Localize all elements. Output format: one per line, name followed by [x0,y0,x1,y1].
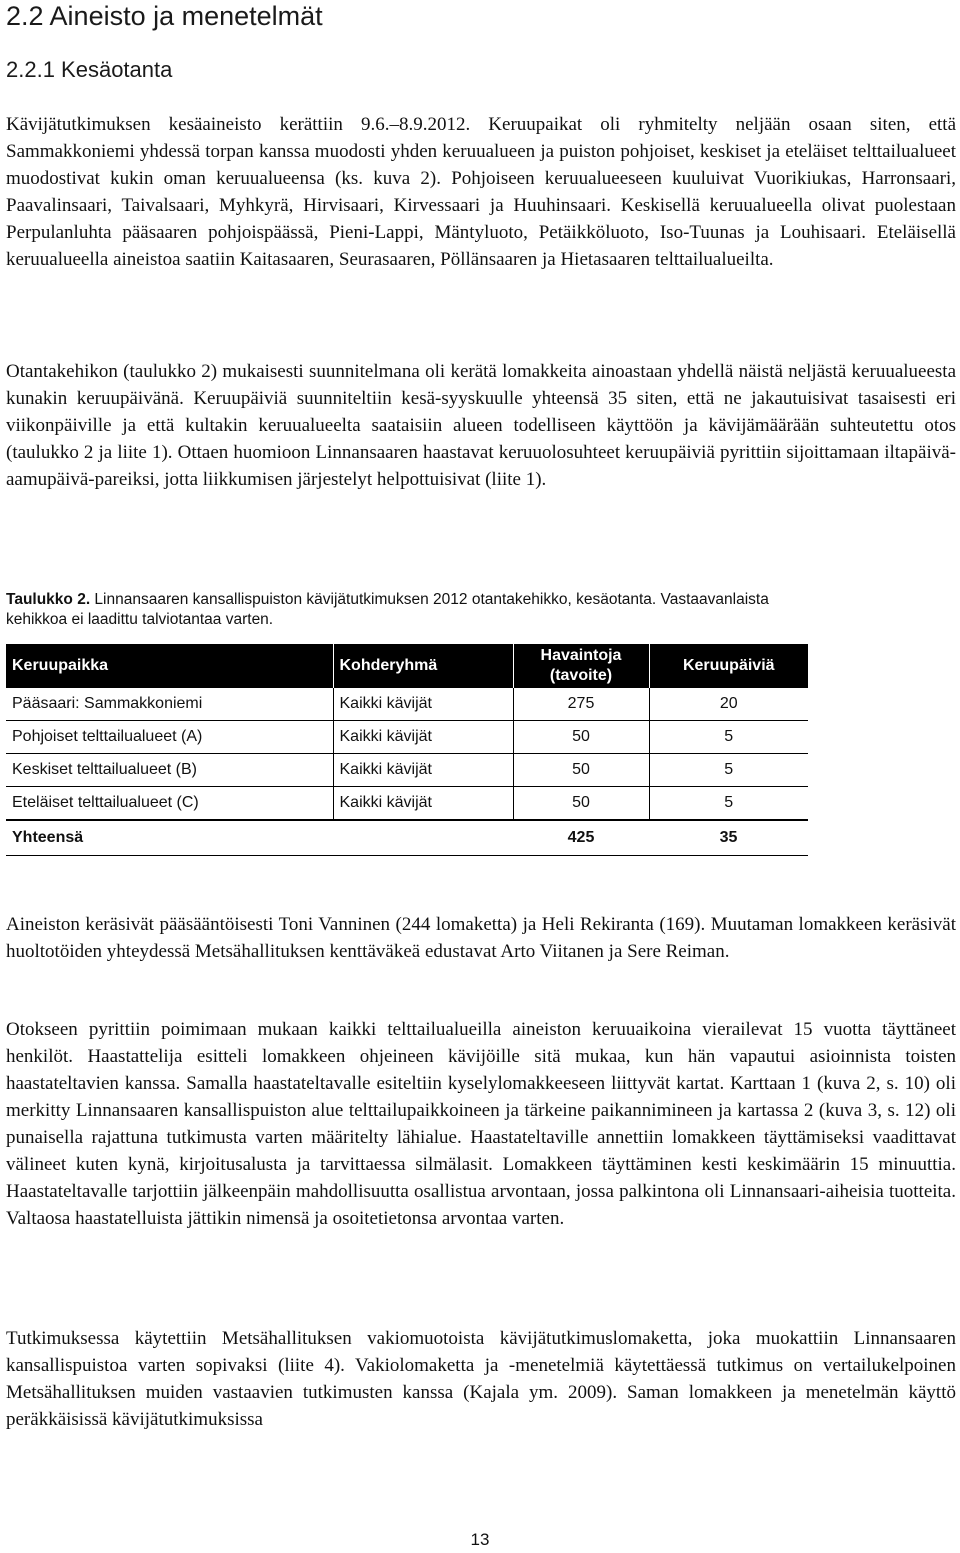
cell-group: Kaikki kävijät [333,688,513,721]
cell-place: Pääsaari: Sammakkoniemi [6,688,333,721]
cell-place: Pohjoiset telttailualueet (A) [6,721,333,754]
cell-group: Kaikki kävijät [333,754,513,787]
header-days: Keruupäiviä [649,644,808,688]
cell-days: 5 [649,754,808,787]
subsection-heading: 2.2.1 Kesäotanta [6,57,173,82]
table-header-row [6,644,808,688]
table-caption-text: Linnansaaren kansallispuiston kävijätutkimuksen 2012 otantakehikko, kesäotanta. Vastaavanlaista kehikkoa ei laadittu talviotantaa varten. [6,591,769,628]
table-total-row [6,820,808,856]
cell-place: Eteläiset telttailualueet (C) [6,787,333,821]
cell-total-days: 35 [649,820,808,856]
paragraph-collection-areas: Kävijätutkimuksen kesäaineisto kerättiin 9.6.–8.9.2012. Keruupaikat oli ryhmitelty neljään osaan siten, että Sammakkoniemi yhdessä torpan kanssa muodosti yhden keruualueen ja puiston pohjoiset, keskiset ja eteläiset telttailualueet muodostivat kukin oman keruualueensa (ks. kuva 2). Pohjoiseen keruualueeseen kuuluivat Vuorikiukas, Harronsaari, Paavalinsaari, Taivalsaari, Myhkyrä, Hirvisaari, Kirvessaari ja Huuhinsaari. Keskisellä keruualueella olivat puolestaan Perpulanluhta pääsaaren pohjoispäässä, Pieni-Lappi, Mäntyluoto, Petäikköluoto, Iso-Tuunas ja Louhisaari. Eteläisellä keruualueella aineistoa saatiin Kaitasaaren, Seurasaaren, Pöllänsaaren ja Hietasaaren telttailualueilta. [6,114,956,270]
cell-observations: 275 [513,688,649,721]
cell-total-empty [333,820,513,856]
header-observations-line2: (tavoite) [549,667,613,684]
table-caption-label: Taulukko 2. [6,591,91,608]
cell-total-observations: 425 [513,820,649,856]
cell-observations: 50 [513,787,649,821]
paragraph-questionnaire: Tutkimuksessa käytettiin Metsähallituksen vakiomuotoista kävijätutkimuslomaketta, joka muokattiin Linnansaaren kansallispuistoa varten sopivaksi (liite 4). Vakiolomaketta ja -menetelmiä käytettäessä tutkimus on vertailukelpoinen Metsähallituksen muiden vastaavien tutkimusten kanssa (Kajala ym. 2009). Saman lomakkeen ja menetelmän käyttö peräkkäisissä kävijätutkimuksissa [6,1328,956,1430]
cell-days: 20 [649,688,808,721]
cell-observations: 50 [513,721,649,754]
page-number: 13 [470,1530,490,1549]
cell-place: Keskiset telttailualueet (B) [6,754,333,787]
cell-group: Kaikki kävijät [333,787,513,821]
paragraph-collectors: Aineiston keräsivät pääsääntöisesti Toni Vanninen (244 lomaketta) ja Heli Rekiranta (169). Muutaman lomakkeen keräsivät huoltotöiden yhteydessä Metsähallituksen kenttäväkeä edustavat Arto Viitanen ja Sere Reiman. [6,914,956,962]
table-row [6,688,808,721]
section-heading: 2.2 Aineisto ja menetelmät [6,1,323,31]
sampling-frame-table [6,644,808,856]
paragraph-sampling-frame: Otantakehikon (taulukko 2) mukaisesti suunnitelmana oli kerätä lomakkeita ainoastaan yhdellä näistä neljästä keruualueesta kunakin keruupäivänä. Keruupäiviä suunniteltiin kesä-syyskuulle yhteensä 35 siten, että ne jakautuisivat tasaisesti eri viikonpäiville ja että kultakin keruualueelta saataisiin alueen todelliseen käyttöön ja kävijämäärään suhteutettu otos (taulukko 2 ja liite 1). Ottaen huomioon Linnansaaren haastavat keruuolosuhteet keruupäiviä pyrittiin sijoittamaan iltapäivä-aamupäivä-pareiksi, jotta liikkumisen järjestelyt helpottuisivat (liite 1). [6,361,956,490]
cell-days: 5 [649,721,808,754]
header-observations [513,644,649,688]
header-group: Kohderyhmä [333,644,513,688]
cell-observations: 50 [513,754,649,787]
cell-days: 5 [649,787,808,821]
table-caption [6,590,826,630]
paragraph-procedure: Otokseen pyrittiin poimimaan mukaan kaikki telttailualueilla aineiston keruuaikoina vierailevat 15 vuotta täyttäneet henkilöt. Haastattelija esitteli lomakkeen ohjeineen kävijöille sitä mukaa, kun hän vapautui asioinnista toisten haastateltavien kanssa. Samalla haastateltavalle esiteltiin kyselylomakkeeseen liittyvät kartat. Karttaan 1 (kuva 2, s. 10) oli merkitty Linnansaaren kansallispuiston alue telttailupaikkoineen ja tärkeine paikannimineen ja kartassa 2 (kuva 3, s. 12) oli punaisella rajattuna tutkimusta varten määritelty lähialue. Haastateltaville annettiin lomakkeen täyttämiseksi vaadittavat välineet kuten kynä, kirjoitusalusta ja tarvittaessa silmälasit. Lomakkeen täyttäminen kesti keskimäärin 15 minuuttia. Haastateltavalle tarjottiin jälkeenpäin mahdollisuutta osallistua arvontaan, jossa palkintona oli Linnansaari-aiheisia tuotteita. Valtaosa haastatelluista jättikin nimensä ja osoitetietonsa arvontaa varten. [6,1019,956,1229]
table-row [6,787,808,821]
cell-total-label: Yhteensä [6,820,333,856]
table-row [6,754,808,787]
header-place: Keruupaikka [6,644,333,688]
cell-group: Kaikki kävijät [333,721,513,754]
table-row [6,721,808,754]
header-observations-line1: Havaintoja [540,647,622,664]
